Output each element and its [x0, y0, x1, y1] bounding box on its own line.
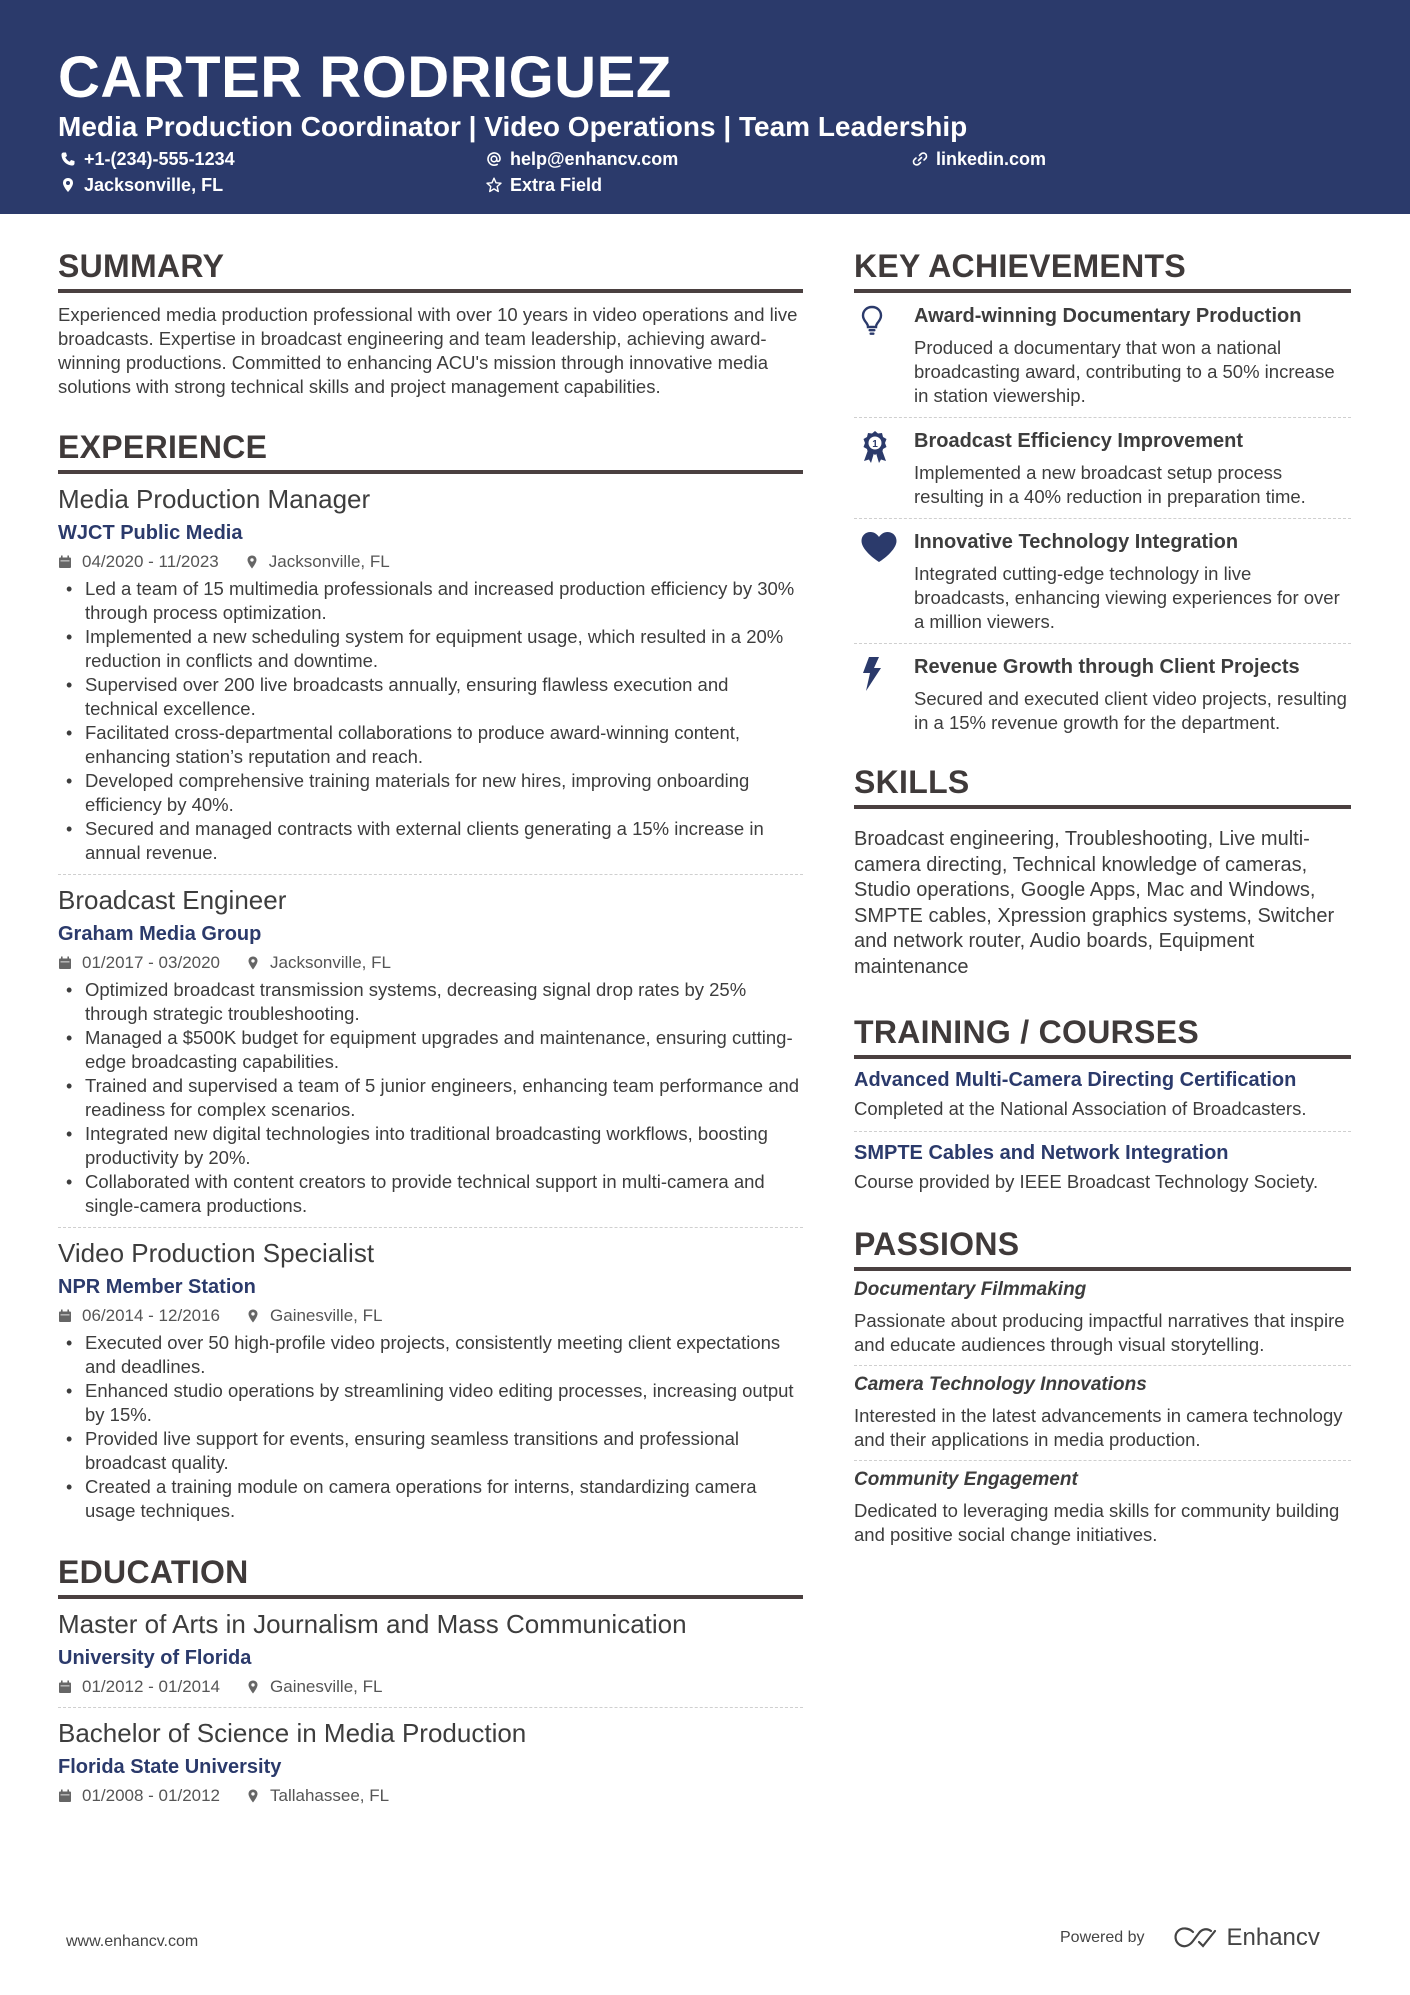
- star-icon: [486, 177, 502, 193]
- bullet-item: • Led a team of 15 multimedia professionals and increased production efficiency by 30% through process optimization.: [58, 577, 803, 625]
- link-icon: [912, 151, 928, 167]
- achievement-desc: Implemented a new broadcast setup process resulting in a 40% reduction in preparation time.: [914, 462, 1306, 507]
- achievement-desc: Secured and executed client video projects, resulting in a 15% revenue growth for the department.: [914, 688, 1347, 733]
- calendar-icon: [58, 1309, 72, 1323]
- passions-section: [854, 1224, 1351, 1555]
- enhancv-brand-text: Enhancv: [1226, 1924, 1320, 1951]
- passion-title: Documentary Filmmaking: [854, 1279, 1087, 1300]
- bullet-item: • Implemented a new scheduling system for equipment usage, which resulted in a 20% reduction in conflicts and downtime.: [58, 625, 803, 673]
- section-title-skills: SKILLS: [854, 762, 1351, 809]
- map-pin-icon: [246, 1789, 260, 1803]
- resume-header: [0, 0, 1410, 214]
- powered-by-label: Powered by: [1060, 1929, 1145, 1946]
- contact-location: [60, 174, 223, 196]
- bullet-item: • Executed over 50 high-profile video projects, consistently meeting client expectations and deadlines.: [58, 1331, 803, 1379]
- job-title: Media Production Manager: [58, 484, 371, 514]
- bullet-item: • Supervised over 200 live broadcasts annually, ensuring flawless execution and technical excellence.: [58, 673, 803, 721]
- company-name: WJCT Public Media: [58, 522, 243, 544]
- job-dates: 01/2017 - 03/2020: [82, 953, 221, 972]
- achievement-item: [854, 293, 1351, 418]
- passion-desc: Interested in the latest advancements in camera technology and their applications in media production.: [854, 1405, 1343, 1450]
- experience-entry: [58, 875, 803, 1228]
- job-dates: 04/2020 - 11/2023: [82, 552, 219, 571]
- calendar-icon: [58, 956, 72, 970]
- degree-title: Bachelor of Science in Media Production: [58, 1718, 527, 1748]
- bullet-item: • Created a training module on camera operations for interns, standardizing camera usage techniques.: [58, 1475, 803, 1523]
- achievement-title: Award-winning Documentary Production: [914, 305, 1302, 327]
- svg-text:1: 1: [872, 439, 878, 450]
- education-location: Gainesville, FL: [270, 1677, 383, 1696]
- achievement-title: Innovative Technology Integration: [914, 531, 1239, 553]
- achievement-desc: Produced a documentary that won a national broadcasting award, contributing to a 50% increase in station viewership.: [914, 337, 1335, 406]
- company-name: NPR Member Station: [58, 1276, 256, 1298]
- contact-phone[interactable]: [60, 148, 235, 170]
- experience-entry: [58, 1228, 803, 1532]
- map-pin-icon: [246, 1680, 260, 1694]
- linkedin-text: linkedin.com: [936, 149, 1047, 169]
- job-location: Gainesville, FL: [270, 1306, 383, 1325]
- education-location: Tallahassee, FL: [270, 1786, 390, 1805]
- phone-text: +1-(234)-555-1234: [84, 149, 235, 169]
- bullet-item: • Secured and managed contracts with external clients generating a 15% increase in annual revenue.: [58, 817, 803, 865]
- education-section: [58, 1552, 803, 1816]
- company-name: Graham Media Group: [58, 923, 262, 945]
- phone-icon: [60, 151, 76, 167]
- achievements-section: [854, 246, 1351, 744]
- section-title-summary: SUMMARY: [58, 246, 803, 293]
- calendar-icon: [58, 555, 72, 569]
- course-title: SMPTE Cables and Network Integration: [854, 1142, 1229, 1164]
- job-bullets: [58, 1331, 803, 1523]
- skills-text: Broadcast engineering, Troubleshooting, Live multi-camera directing, Technical knowledge of cameras, Studio operations, Google Apps, Mac and Windows, SMPTE cables, Xpression graphics systems, Switcher and network router, Audio boards, Equipment maintenance: [854, 828, 1335, 978]
- extra-text: Extra Field: [510, 175, 603, 195]
- passion-desc: Dedicated to leveraging media skills for community building and positive social change initiatives.: [854, 1500, 1340, 1545]
- passion-item: [854, 1461, 1351, 1555]
- passion-item: [854, 1271, 1351, 1366]
- section-title-education: EDUCATION: [58, 1552, 803, 1599]
- job-meta: [58, 952, 803, 974]
- course-title: Advanced Multi-Camera Directing Certification: [854, 1069, 1297, 1091]
- passion-title: Community Engagement: [854, 1469, 1078, 1490]
- candidate-tagline: Media Production Coordinator | Video Operations | Team Leadership: [58, 111, 968, 142]
- bullet-item: • Integrated new digital technologies into traditional broadcasting workflows, boosting productivity by 20%.: [58, 1122, 803, 1170]
- left-column: [58, 246, 803, 1816]
- bullet-item: • Enhanced studio operations by streamlining video editing processes, increasing output by 15%.: [58, 1379, 803, 1427]
- section-title-training: TRAINING / COURSES: [854, 1012, 1351, 1059]
- experience-entry: [58, 474, 803, 875]
- education-dates: 01/2012 - 01/2014: [82, 1677, 221, 1696]
- at-sign-icon: [486, 151, 502, 167]
- bullet-item: • Managed a $500K budget for equipment upgrades and maintenance, ensuring cutting-edge broadcasting capabilities.: [58, 1026, 803, 1074]
- section-title-passions: PASSIONS: [854, 1224, 1351, 1271]
- job-bullets: [58, 978, 803, 1218]
- job-dates: 06/2014 - 12/2016: [82, 1306, 221, 1325]
- contact-email[interactable]: [486, 148, 678, 170]
- email-text: help@enhancv.com: [510, 149, 679, 169]
- course-desc: Completed at the National Association of Broadcasters.: [854, 1098, 1307, 1119]
- summary-text: Experienced media production professional with over 10 years in video operations and live broadcasts. Expertise in broadcast engineering and team leadership, achieving award-winning productions. Committed to enhancing ACU's mission through innovative media solutions with strong technical skills and project management capabilities.: [58, 304, 798, 397]
- course-desc: Course provided by IEEE Broadcast Technology Society.: [854, 1171, 1319, 1192]
- education-entry: [58, 1708, 803, 1816]
- school-name: Florida State University: [58, 1756, 282, 1778]
- bullet-item: • Collaborated with content creators to provide technical support in multi-camera and single-camera productions.: [58, 1170, 803, 1218]
- achievement-item: [854, 644, 1351, 744]
- calendar-icon: [58, 1789, 72, 1803]
- achievement-title: Broadcast Efficiency Improvement: [914, 430, 1243, 452]
- achievement-title: Revenue Growth through Client Projects: [914, 656, 1300, 678]
- achievement-desc: Integrated cutting-edge technology in live broadcasts, enhancing viewing experiences for over a million viewers.: [914, 563, 1340, 632]
- passion-title: Camera Technology Innovations: [854, 1374, 1147, 1395]
- school-name: University of Florida: [58, 1647, 252, 1669]
- bullet-item: • Trained and supervised a team of 5 junior engineers, enhancing team performance and readiness for complex scenarios.: [58, 1074, 803, 1122]
- experience-section: [58, 427, 803, 1532]
- enhancv-logo[interactable]: [1173, 1924, 1320, 1952]
- course-item: [854, 1059, 1351, 1132]
- achievement-item: [854, 519, 1351, 644]
- location-text: Jacksonville, FL: [84, 175, 224, 195]
- contact-extra: [486, 174, 602, 196]
- lightning-bolt-icon: [860, 656, 884, 692]
- map-pin-icon: [246, 1309, 260, 1323]
- achievement-item: [854, 418, 1351, 519]
- job-location: Jacksonville, FL: [268, 552, 390, 571]
- calendar-icon: [58, 1680, 72, 1694]
- course-item: [854, 1132, 1351, 1204]
- contact-linkedin[interactable]: [912, 148, 1046, 170]
- passion-desc: Passionate about producing impactful narratives that inspire and educate audiences through visual storytelling.: [854, 1310, 1345, 1355]
- heart-icon: [860, 531, 898, 563]
- enhancv-logo-icon: [1173, 1926, 1219, 1950]
- section-title-experience: EXPERIENCE: [58, 427, 803, 474]
- education-meta: [58, 1785, 803, 1807]
- summary-section: [58, 246, 803, 399]
- bullet-item: • Optimized broadcast transmission systems, decreasing signal drop rates by 25% through strategic troubleshooting.: [58, 978, 803, 1026]
- section-title-achievements: KEY ACHIEVEMENTS: [854, 246, 1351, 293]
- job-bullets: [58, 577, 803, 865]
- job-title: Video Production Specialist: [58, 1238, 375, 1268]
- education-entry: [58, 1599, 803, 1708]
- training-section: [854, 1012, 1351, 1204]
- education-meta: [58, 1676, 803, 1698]
- map-pin-icon: [60, 177, 76, 193]
- lightbulb-icon: [860, 305, 884, 337]
- bullet-item: • Facilitated cross-departmental collaborations to produce award-winning content, enhancing station’s reputation and reach.: [58, 721, 803, 769]
- job-title: Broadcast Engineer: [58, 885, 287, 915]
- job-meta: [58, 1305, 803, 1327]
- candidate-name: CARTER RODRIGUEZ: [58, 45, 672, 110]
- bullet-item: • Provided live support for events, ensuring seamless transitions and professional broadcast quality.: [58, 1427, 803, 1475]
- footer-website-link[interactable]: www.enhancv.com: [66, 1933, 199, 1950]
- map-pin-icon: [246, 956, 260, 970]
- award-ribbon-icon: [860, 430, 890, 464]
- education-dates: 01/2008 - 01/2012: [82, 1786, 221, 1805]
- footer-branding: [1060, 1924, 1320, 1952]
- right-column: [854, 246, 1351, 1555]
- job-meta: [58, 551, 803, 573]
- bullet-item: • Developed comprehensive training materials for new hires, improving onboarding efficiency by 40%.: [58, 769, 803, 817]
- map-pin-icon: [245, 555, 259, 569]
- passion-item: [854, 1366, 1351, 1461]
- degree-title: Master of Arts in Journalism and Mass Communication: [58, 1609, 687, 1639]
- job-location: Jacksonville, FL: [270, 953, 391, 972]
- skills-section: [854, 762, 1351, 980]
